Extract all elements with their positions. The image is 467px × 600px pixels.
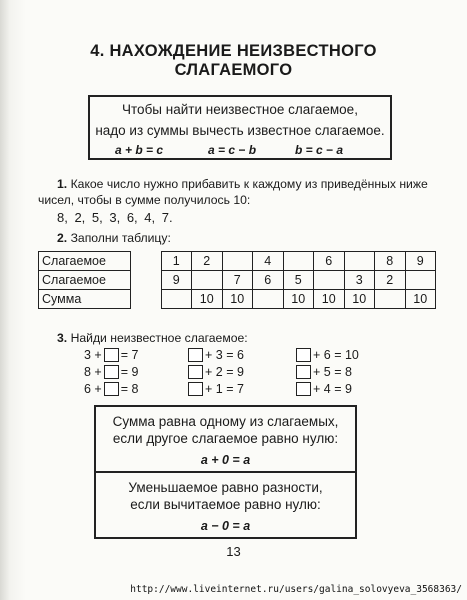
source-url: http://www.liveinternet.ru/users/galina_solovyeva_3568363/: [130, 584, 462, 595]
answer-box[interactable]: [296, 348, 311, 362]
table-row: [39, 271, 436, 290]
equation: [186, 348, 244, 362]
table-cell: 5: [283, 271, 314, 290]
task-1-line-1: Какое число нужно прибавить к каждому из приведённых ниже: [70, 177, 428, 191]
table-row-head: Слагаемое: [39, 252, 131, 271]
answer-box[interactable]: [104, 382, 119, 396]
equation: [84, 365, 138, 379]
rule-text-1: Сумма равна одному из слагаемых,: [112, 414, 339, 429]
table-cell: 6: [253, 271, 284, 290]
table-cell: 8: [375, 252, 406, 271]
equation-right: = 8: [120, 382, 139, 396]
equation: [294, 348, 359, 362]
table-row: [39, 290, 436, 309]
equation-right: + 1 = 7: [205, 382, 244, 396]
rule-box-zero-addend: [94, 405, 357, 473]
equation: [84, 382, 138, 396]
equation-left: 8 +: [84, 365, 102, 379]
table-cell: [131, 252, 162, 271]
task-1-line-2: чисел, чтобы в сумме получилось 10:: [38, 193, 251, 207]
rule-formula: a − 0 = a: [200, 519, 251, 533]
equation-left: 6 +: [84, 382, 102, 396]
table-cell: [253, 290, 284, 309]
equation-right: + 6 = 10: [313, 348, 359, 362]
table-row: [39, 252, 436, 271]
table-row-head: Слагаемое: [39, 271, 131, 290]
table-cell: 7: [222, 271, 253, 290]
rule-formula: a + 0 = a: [200, 453, 251, 467]
table-cell: 10: [283, 290, 314, 309]
table-row-head: Сумма: [39, 290, 131, 309]
rule-box-unknown-addend: [88, 95, 392, 160]
table-cell: [314, 271, 345, 290]
table-cell: [222, 252, 253, 271]
table-cell: [131, 271, 162, 290]
table-cell: 10: [222, 290, 253, 309]
table-cell: 2: [192, 252, 223, 271]
equation-right: + 2 = 9: [205, 365, 244, 379]
task-2-number: 2.: [57, 231, 68, 245]
equation: [294, 365, 352, 379]
rule-text-1: Чтобы найти неизвестное слагаемое,: [122, 102, 358, 117]
table-cell: 6: [314, 252, 345, 271]
task-1-numbers: 8, 2, 5, 3, 6, 4, 7.: [57, 210, 173, 225]
task-1-number: 1.: [57, 177, 68, 191]
answer-box[interactable]: [104, 365, 119, 379]
table-cell: 10: [314, 290, 345, 309]
equation-right: = 7: [120, 348, 139, 362]
table-cell: 10: [405, 290, 436, 309]
rule-text-2: если другое слагаемое равно нулю:: [112, 431, 339, 446]
task-2: [57, 230, 171, 246]
page-number: 13: [226, 544, 241, 559]
task-3-number: 3.: [57, 331, 68, 345]
answer-box[interactable]: [104, 348, 119, 362]
table-cell: [283, 252, 314, 271]
formula-1: a + b = c: [115, 143, 164, 157]
answer-box[interactable]: [296, 382, 311, 396]
equation-right: + 5 = 8: [313, 365, 352, 379]
task-3: [57, 330, 248, 346]
answer-box[interactable]: [296, 365, 311, 379]
answer-box[interactable]: [188, 382, 203, 396]
equation: [186, 365, 244, 379]
rule-text-1: Уменьшаемое равно разности,: [128, 480, 323, 495]
equation-right: + 3 = 6: [205, 348, 244, 362]
task-1: [57, 176, 428, 192]
formula-3: b = c − a: [295, 143, 344, 157]
equation-left: 3 +: [84, 348, 102, 362]
table-cell: 4: [253, 252, 284, 271]
rule-text-2: если вычитаемое равно нулю:: [130, 497, 321, 512]
table-cell: 2: [375, 271, 406, 290]
rule-box-zero-subtrahend: [94, 471, 357, 539]
table-cell: [131, 290, 162, 309]
answer-box[interactable]: [188, 365, 203, 379]
answer-box[interactable]: [188, 348, 203, 362]
table-cell: 9: [405, 252, 436, 271]
table-cell: [192, 271, 223, 290]
task-3-text: Найди неизвестное слагаемое:: [70, 331, 248, 345]
equation: [84, 348, 138, 362]
table-cell: 10: [344, 290, 375, 309]
table-cell: 3: [344, 271, 375, 290]
equation: [294, 382, 352, 396]
task-2-text: Заполни таблицу:: [70, 231, 171, 245]
equation-right: = 9: [120, 365, 139, 379]
table-cell: 1: [161, 252, 192, 271]
table-cell: [405, 271, 436, 290]
title-line-1: 4. НАХОЖДЕНИЕ НЕИЗВЕСТНОГО: [90, 42, 377, 60]
equation: [186, 382, 244, 396]
table-cell: [161, 290, 192, 309]
table-cell: [375, 290, 406, 309]
table-cell: 9: [161, 271, 192, 290]
table-cell: 10: [192, 290, 223, 309]
addend-table: [38, 251, 436, 309]
table-cell: [344, 252, 375, 271]
title-line-2: СЛАГАЕМОГО: [174, 61, 293, 79]
rule-text-2: надо из суммы вычесть известное слагаемое.: [95, 123, 385, 138]
equation-right: + 4 = 9: [313, 382, 352, 396]
formula-2: a = c − b: [208, 143, 257, 157]
